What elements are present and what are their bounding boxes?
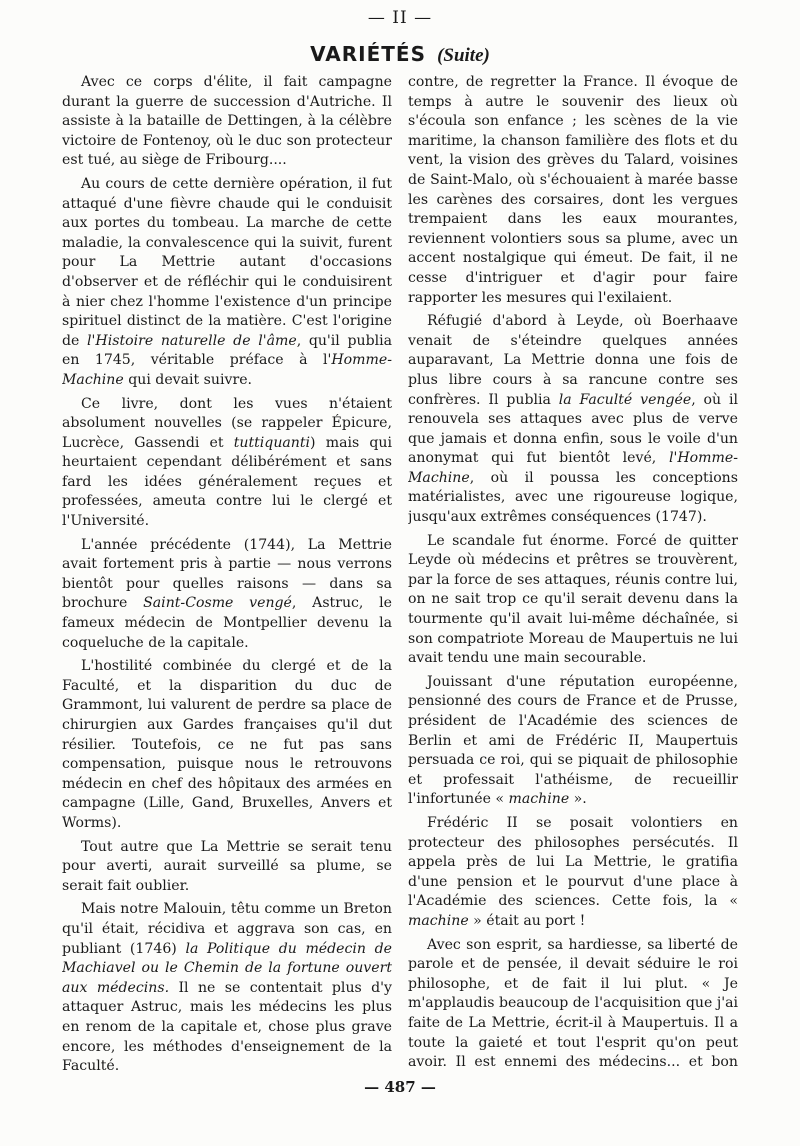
paragraph: Le scandale fut énorme. Forcé de quitter Leyde où médecins et prêtres se trouvèrent, par la force de ses attaques, réunis contre lui, on ne sait trop ce qu'il serait devenu dans la tourmente qu'il avait lui-même déchaînée, si son compatriote Moreau de Maupertuis ne lui avait tendu une main secourable. (408, 532, 738, 667)
paragraph-text: , Astruc, le fameux médecin de Montpellier devenu la coqueluche de la capitale. (62, 595, 392, 651)
book-title: Saint-Cosme vengé (143, 595, 292, 612)
book-title: Homme-Machine (62, 352, 392, 388)
section-title: VARIÉTÉS (310, 42, 426, 66)
book-title: l'Histoire naturelle de l'âme (87, 332, 297, 349)
section-heading (0, 42, 800, 67)
paragraph-text: Ce livre, dont les vues n'étaient absolument nouvelles (se rappeler Épicure, Lucrèce, Gassendi et (62, 395, 392, 451)
paragraph (62, 175, 392, 391)
paragraph-text: Jouissant d'une réputation européenne, pensionné des cours de France et de Prusse, président de l'Académie des sciences de Berlin et ami de Frédéric II, Maupertuis persuada ce roi, qui se piquait de philosophie et professait l'athéisme, de recueillir l'infortunée « (408, 673, 738, 808)
italic-text: machine (408, 912, 469, 929)
paragraph-text: , qu'il publia en 1745, véritable préface à l' (62, 332, 392, 369)
paragraph-text: , où il poussa les conceptions matérialistes, avec une rigoureuse logique, jusqu'aux extrêmes conséquences (1747). (408, 469, 738, 526)
paragraph: Avec ce corps d'élite, il fait campagne durant la guerre de succession d'Autriche. Il assiste à la bataille de Dettingen, à la célèbre victoire de Fontenoy, où le duc son protecteur est tué, au siège de Fribourg.... (62, 74, 392, 169)
header-page-marker: — II — (367, 8, 433, 28)
section-subtitle: (Suite) (437, 45, 490, 66)
paragraph-text: Il ne se contentait plus d'y attaquer Astruc, mais les médecins les plus en renom de la capitale et, chose plus grave encore, les méthodes d'enseignement de la Faculté. (62, 979, 392, 1073)
paragraph: contre, de regretter la France. Il évoque de temps à autre le souvenir des lieux où s'écoula son enfance ; les scènes de la vie maritime, la chanson familière des flots et du vent, la vision des grèves du Talard, voisines de Saint-Malo, où s'échouaient à marée basse les carènes des corsaires, dont les vergues trempaient dans les eaux mourantes, reviennent volontiers sous sa plume, avec un accent nostalgique qui émeut. De fait, il ne cesse d'intriguer et d'agir pour faire rapporter les mesures qui l'exilaient. (408, 74, 738, 306)
paragraph (62, 395, 392, 532)
book-title: la Faculté vengée (558, 391, 692, 408)
page-number: — 487 — (364, 1078, 436, 1096)
paragraph-text: » était au port ! (468, 912, 586, 929)
paragraph-text: Mais notre Malouin, têtu comme un Breton qu'il était, récidiva et aggrava son cas, en publiant (1746) (62, 901, 392, 957)
paragraph-text: ». (569, 791, 587, 808)
book-title: l'Homme-Machine (408, 450, 738, 486)
right-column (408, 73, 738, 1073)
paragraph-text: Réfugié d'abord à Leyde, où Boerhaave venait de s'éteindre quelques années auparavant, La Mettrie donna une fois de plus libre cours à sa rancune contre ses confrères. Il publia (408, 313, 738, 408)
paragraph-text: ) mais qui heurtaient cependant délibérément et sans fard les idées généralement reçues et professées, ameuta contre lui le clergé et l'Université. (62, 434, 392, 530)
paragraph-text: L'année précédente (1744), La Mettrie avait fortement pris à partie — nous verrons bientôt pour quelles raisons — dans sa brochure (62, 536, 392, 612)
paragraph-text: , où il renouvela ses attaques avec plus de verve que jamais et donna enfin, sous le voile d'un anonymat qui fut bientôt levé, (408, 391, 738, 467)
left-column (62, 73, 392, 1073)
paragraph-text: Frédéric II se posait volontiers en protecteur des philosophes persécutés. Il appela près de lui La Mettrie, le gratifia d'une pension et le pourvut d'une place à l'Académie des sciences. Cette fois, la « (408, 814, 738, 910)
paragraph (408, 312, 738, 528)
paragraph (62, 900, 392, 1073)
book-title: la Politique du médecin de Machiavel ou le Chemin de la fortune ouvert aux médecins. (62, 940, 392, 996)
paragraph-text: qui devait suivre. (123, 371, 253, 388)
paragraph-text: Au cours de cette dernière opération, il fut attaqué d'une fièvre chaude qui le conduisit aux portes du tombeau. La marche de cette maladie, la convalescence qui la suivit, furent pour La Mettrie autant d'occasions d'observer et de réfléchir qui le conduisirent à nier chez l'homme l'existence d'un principe spirituel distinct de la matière. C'est l'origine de (62, 175, 392, 349)
paragraph (408, 673, 738, 810)
italic-text: tuttiquanti (233, 434, 311, 451)
paragraph: Tout autre que La Mettrie se serait tenu pour averti, aurait surveillé sa plume, se serait fait oublier. (62, 838, 392, 894)
paragraph (62, 536, 392, 654)
italic-text: machine (508, 791, 570, 808)
paragraph: L'hostilité combinée du clergé et de la Faculté, et la disparition du duc de Grammont, lui valurent de perdre sa place de chirurgien aux Gardes françaises qu'il dut résilier. Toutefois, ce ne fut pas sans compensation, puisque nous le retrouvons médecin en chef des hôpitaux des armées en campagne (Lille, Gand, Bruxelles, Anvers et Worms). (62, 658, 392, 831)
paragraph (408, 814, 738, 932)
paragraph: Avec son esprit, sa hardiesse, sa liberté de parole et de pensée, il devait séduire le roi philosophe, et de fait il lui plut. « Je m'applaudis beaucoup de l'acquisition que j'ai faite de La Mettrie, écrit-il à Maupertuis. Il a toute la gaieté et tout l'esprit qu'on peut avoir. Il est ennemi des médecins... et bon (408, 936, 738, 1071)
